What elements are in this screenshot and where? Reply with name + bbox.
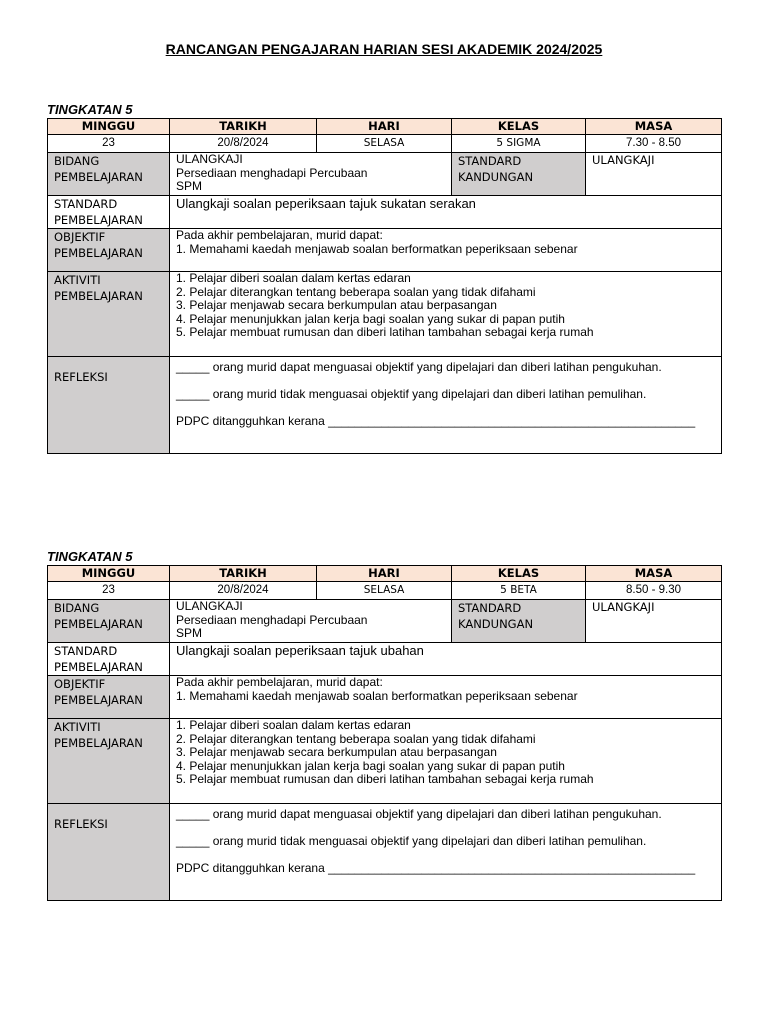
aktiviti-content [170, 272, 722, 357]
refleksi-line: _____ orang murid dapat menguasai objektif yang dipelajari dan diberi latihan pengukuhan. [176, 360, 662, 374]
header-tarikh: TARIKH [170, 566, 317, 582]
list-item: 1. Pelajar diberi soalan dalam kertas edaran [176, 271, 411, 285]
standard-pembelajaran-label: STANDARD PEMBELAJARAN [48, 643, 170, 676]
refleksi-label: REFLEKSI [48, 804, 170, 901]
list-item: 5. Pelajar membuat rumusan dan diberi latihan tambahan sebagai kerja rumah [176, 772, 594, 786]
bidang-row [48, 600, 722, 643]
objektif-row [48, 229, 722, 272]
aktiviti-label: AKTIVITI PEMBELAJARAN [48, 719, 170, 804]
header-masa: MASA [586, 566, 722, 582]
standard-pembelajaran-value: Ulangkaji soalan peperiksaan tajuk sukatan serakan [170, 196, 722, 229]
standard-pembelajaran-row [48, 643, 722, 676]
objektif-content: Pada akhir pembelajaran, murid dapat: 1. Memahami kaedah menjawab soalan berformatkan peperiksaan sebenar [170, 229, 722, 272]
standard-kandungan-label: STANDARD KANDUNGAN [452, 600, 586, 643]
standard-pembelajaran-row [48, 196, 722, 229]
minggu-value: 23 [48, 582, 170, 600]
refleksi-label: REFLEKSI [48, 357, 170, 454]
list-item: 3. Pelajar menjawab secara berkumpulan atau berpasangan [176, 298, 497, 312]
hari-value: SELASA [317, 582, 452, 600]
standard-kandungan-value: ULANGKAJI [586, 600, 722, 643]
tarikh-value: 20/8/2024 [170, 582, 317, 600]
aktiviti-label: AKTIVITI PEMBELAJARAN [48, 272, 170, 357]
list-item: 5. Pelajar membuat rumusan dan diberi latihan tambahan sebagai kerja rumah [176, 325, 594, 339]
lesson-plan-2 [47, 548, 721, 901]
values-row [48, 582, 722, 600]
objektif-label: OBJEKTIF PEMBELAJARAN [48, 676, 170, 719]
header-hari: HARI [317, 566, 452, 582]
masa-value: 8.50 - 9.30 [586, 582, 722, 600]
header-row [48, 566, 722, 582]
bidang-row [48, 153, 722, 196]
lesson-plan-table [47, 118, 722, 454]
bidang-label: BIDANG PEMBELAJARAN [48, 153, 170, 196]
lesson-plan-table [47, 565, 722, 901]
header-hari: HARI [317, 119, 452, 135]
minggu-value: 23 [48, 135, 170, 153]
hari-value: SELASA [317, 135, 452, 153]
list-item: 2. Pelajar diterangkan tentang beberapa soalan yang tidak difahami [176, 284, 536, 299]
bidang-content: ULANGKAJI Persediaan menghadapi Percubaan SPM [170, 600, 452, 643]
refleksi-line: _____ orang murid tidak menguasai objektif yang dipelajari dan diberi latihan pemulihan. [176, 834, 647, 848]
masa-value: 7.30 - 8.50 [586, 135, 722, 153]
refleksi-line: PDPC ditangguhkan kerana _______________________________________________________ [176, 861, 696, 875]
bidang-content: ULANGKAJI Persediaan menghadapi Percubaan SPM [170, 153, 452, 196]
objektif-label: OBJEKTIF PEMBELAJARAN [48, 229, 170, 272]
lesson-plan-1 [47, 101, 721, 454]
standard-pembelajaran-label: STANDARD PEMBELAJARAN [48, 196, 170, 229]
list-item: 4. Pelajar menunjukkan jalan kerja bagi soalan yang sukar di papan putih [176, 311, 565, 326]
refleksi-content [170, 804, 722, 901]
header-row [48, 119, 722, 135]
tarikh-value: 20/8/2024 [170, 135, 317, 153]
aktiviti-row [48, 719, 722, 804]
list-item: 4. Pelajar menunjukkan jalan kerja bagi soalan yang sukar di papan putih [176, 758, 565, 773]
standard-pembelajaran-value: Ulangkaji soalan peperiksaan tajuk ubahan [170, 643, 722, 676]
tingkatan-label: TINGKATAN 5 [47, 102, 133, 117]
tingkatan-label: TINGKATAN 5 [47, 549, 133, 564]
header-minggu: MINGGU [48, 119, 170, 135]
aktiviti-content [170, 719, 722, 804]
aktiviti-row [48, 272, 722, 357]
list-item: 1. Pelajar diberi soalan dalam kertas edaran [176, 718, 411, 732]
list-item: 2. Pelajar diterangkan tentang beberapa soalan yang tidak difahami [176, 731, 536, 746]
header-kelas: KELAS [452, 566, 586, 582]
refleksi-line: _____ orang murid tidak menguasai objektif yang dipelajari dan diberi latihan pemulihan. [176, 387, 647, 401]
kelas-value: 5 BETA [452, 582, 586, 600]
header-masa: MASA [586, 119, 722, 135]
list-item: 3. Pelajar menjawab secara berkumpulan atau berpasangan [176, 745, 497, 759]
standard-kandungan-value: ULANGKAJI [586, 153, 722, 196]
header-minggu: MINGGU [48, 566, 170, 582]
refleksi-row [48, 357, 722, 454]
bidang-label: BIDANG PEMBELAJARAN [48, 600, 170, 643]
values-row [48, 135, 722, 153]
refleksi-line: PDPC ditangguhkan kerana _______________________________________________________ [176, 414, 696, 428]
refleksi-content [170, 357, 722, 454]
kelas-value: 5 SIGMA [452, 135, 586, 153]
standard-kandungan-label: STANDARD KANDUNGAN [452, 153, 586, 196]
page-title: RANCANGAN PENGAJARAN HARIAN SESI AKADEMIK 2024/2025 [165, 41, 603, 57]
objektif-row [48, 676, 722, 719]
header-kelas: KELAS [452, 119, 586, 135]
objektif-content: Pada akhir pembelajaran, murid dapat: 1. Memahami kaedah menjawab soalan berformatkan peperiksaan sebenar [170, 676, 722, 719]
header-tarikh: TARIKH [170, 119, 317, 135]
refleksi-row [48, 804, 722, 901]
refleksi-line: _____ orang murid dapat menguasai objektif yang dipelajari dan diberi latihan pengukuhan. [176, 807, 662, 821]
